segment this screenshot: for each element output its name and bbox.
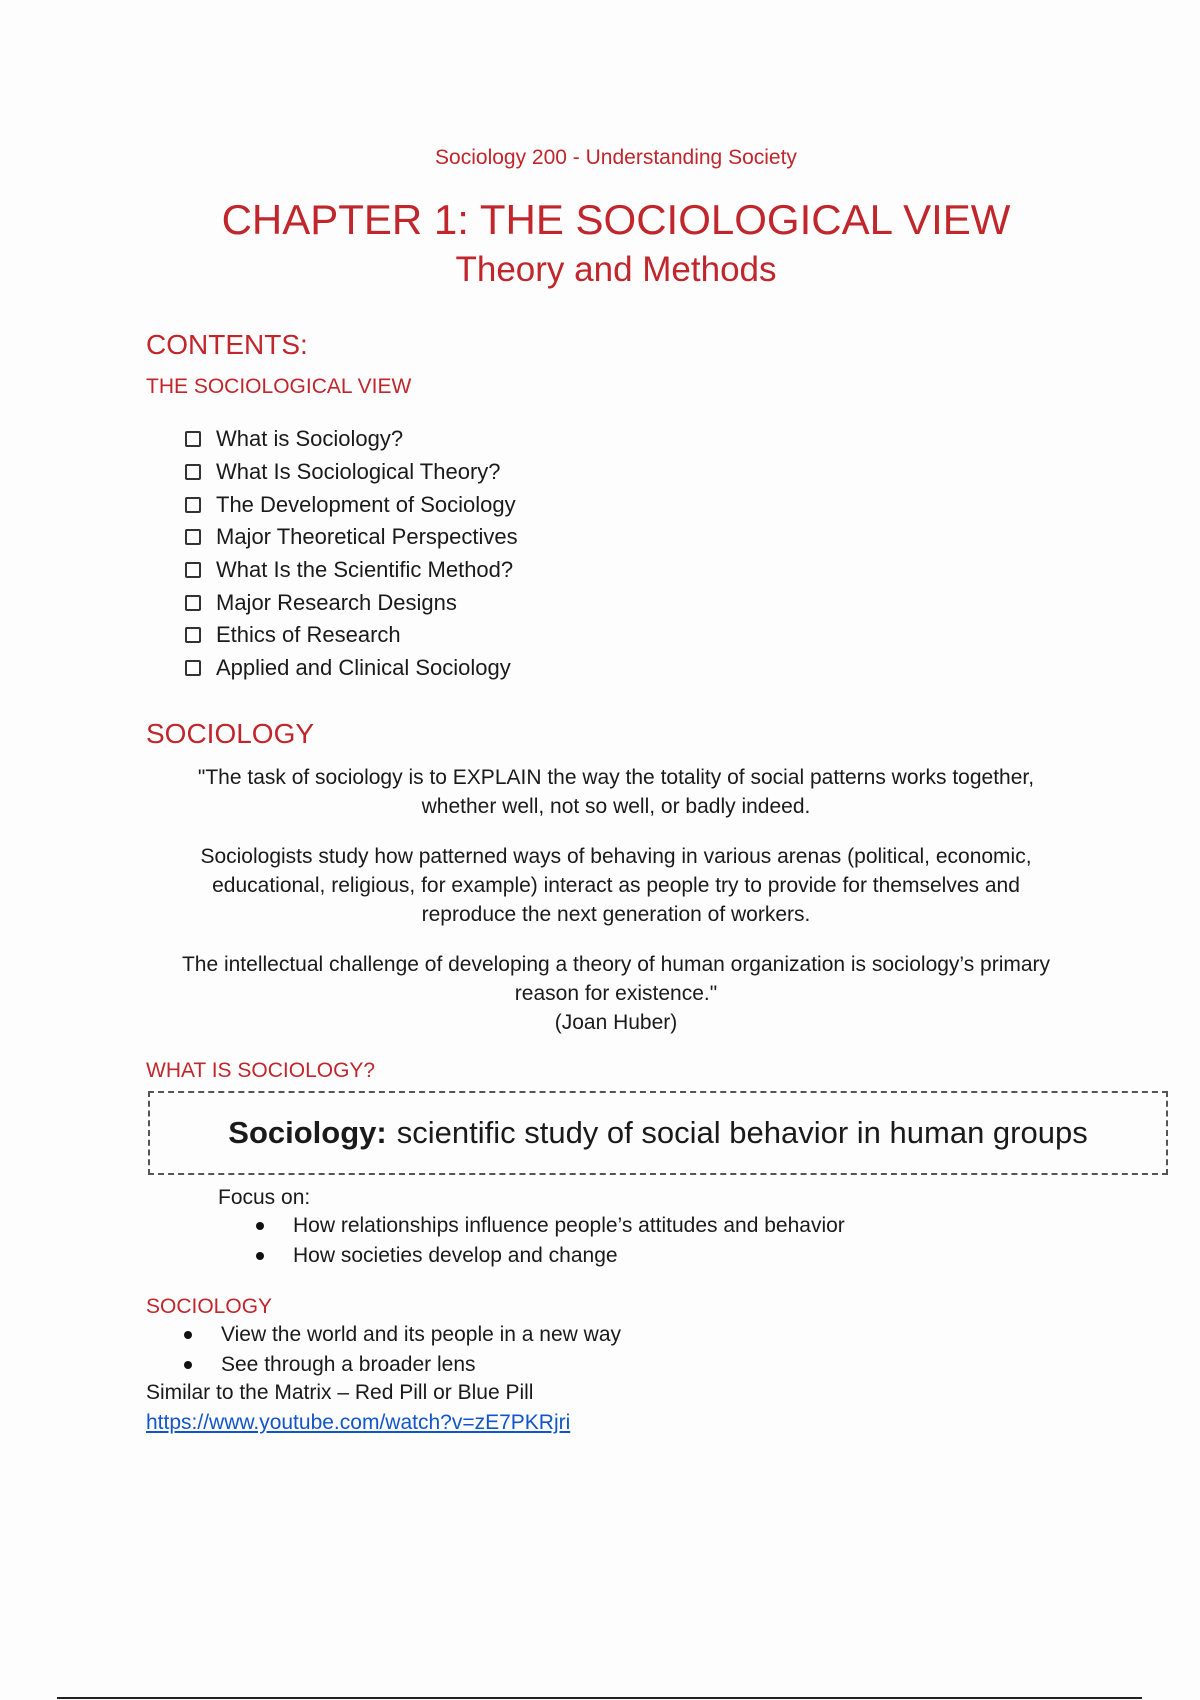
chapter-title: CHAPTER 1: THE SOCIOLOGICAL VIEW <box>221 196 1011 243</box>
quote-line: The intellectual challenge of developing a theory of human organization is sociology’s primary <box>181 953 1051 976</box>
bullet-icon <box>184 1361 192 1369</box>
matrix-text: Similar to the Matrix – Red Pill or Blue Pill <box>146 1381 534 1404</box>
sociology-list <box>184 1320 621 1380</box>
chapter-subtitle: Theory and Methods <box>455 250 777 289</box>
toc-item-label: What Is the Scientific Method? <box>216 557 514 583</box>
toc-item-label: Major Theoretical Perspectives <box>216 524 518 550</box>
contents-heading: CONTENTS: <box>146 329 308 360</box>
quote-line: reason for existence." <box>514 982 718 1005</box>
toc-item <box>185 586 518 619</box>
toc-item <box>185 423 518 456</box>
quote-paragraph-2 <box>146 842 1086 929</box>
toc-item <box>185 521 518 554</box>
focus-list <box>256 1211 845 1271</box>
bullet-icon <box>256 1222 264 1230</box>
definition-text: scientific study of social behavior in human groups <box>396 1115 1088 1150</box>
bullet-icon <box>184 1331 192 1339</box>
toc-section-heading: THE SOCIOLOGICAL VIEW <box>146 375 412 398</box>
list-item-text: See through a broader lens <box>221 1353 476 1376</box>
list-item <box>184 1320 621 1350</box>
toc-item-label: Applied and Clinical Sociology <box>216 655 511 681</box>
list-item-text: How relationships influence people’s attitudes and behavior <box>293 1214 845 1237</box>
toc-item <box>185 554 518 587</box>
quote-line: "The task of sociology is to EXPLAIN the way the totality of social patterns works together, <box>197 766 1035 789</box>
checkbox[interactable] <box>185 529 201 545</box>
list-item <box>256 1211 845 1241</box>
toc-item <box>185 456 518 489</box>
list-item <box>184 1350 621 1380</box>
quote-line: Sociologists study how patterned ways of behaving in various arenas (political, economic, <box>200 845 1032 868</box>
list-item <box>256 1241 845 1271</box>
definition-term: Sociology: <box>228 1115 387 1150</box>
footer-divider <box>57 1697 1142 1699</box>
youtube-link[interactable]: https://www.youtube.com/watch?v=zE7PKRjri <box>146 1411 571 1434</box>
checkbox[interactable] <box>185 660 201 676</box>
quote-paragraph-1 <box>146 763 1086 821</box>
quote-paragraph-3 <box>146 950 1086 1037</box>
checkbox[interactable] <box>185 562 201 578</box>
checkbox[interactable] <box>185 497 201 513</box>
quote-attribution: (Joan Huber) <box>554 1011 678 1034</box>
checkbox[interactable] <box>185 595 201 611</box>
checkbox[interactable] <box>185 627 201 643</box>
quote-line: reproduce the next generation of workers. <box>421 903 811 926</box>
toc-item-label: The Development of Sociology <box>216 491 516 517</box>
sociology-heading: SOCIOLOGY <box>146 718 315 749</box>
course-title: Sociology 200 - Understanding Society <box>435 146 797 169</box>
checkbox[interactable] <box>185 464 201 480</box>
toc-item <box>185 488 518 521</box>
toc-checklist <box>185 423 518 685</box>
bullet-icon <box>256 1252 264 1260</box>
toc-item-label: What Is Sociological Theory? <box>216 459 501 485</box>
toc-item-label: What is Sociology? <box>216 426 404 452</box>
what-is-sociology-heading: WHAT IS SOCIOLOGY? <box>146 1059 376 1082</box>
list-item-text: View the world and its people in a new way <box>221 1323 622 1346</box>
toc-item <box>185 652 518 685</box>
quote-line: whether well, not so well, or badly indeed. <box>421 795 811 818</box>
checkbox[interactable] <box>185 431 201 447</box>
focus-label: Focus on: <box>218 1186 311 1209</box>
quote-line: educational, religious, for example) interact as people try to provide for themselves and <box>212 874 1020 897</box>
toc-item <box>185 619 518 652</box>
sociology-subheading: SOCIOLOGY <box>146 1295 273 1318</box>
definition-box <box>148 1091 1168 1175</box>
list-item-text: How societies develop and change <box>293 1244 618 1267</box>
toc-item-label: Major Research Designs <box>216 589 457 615</box>
toc-item-label: Ethics of Research <box>216 622 401 648</box>
